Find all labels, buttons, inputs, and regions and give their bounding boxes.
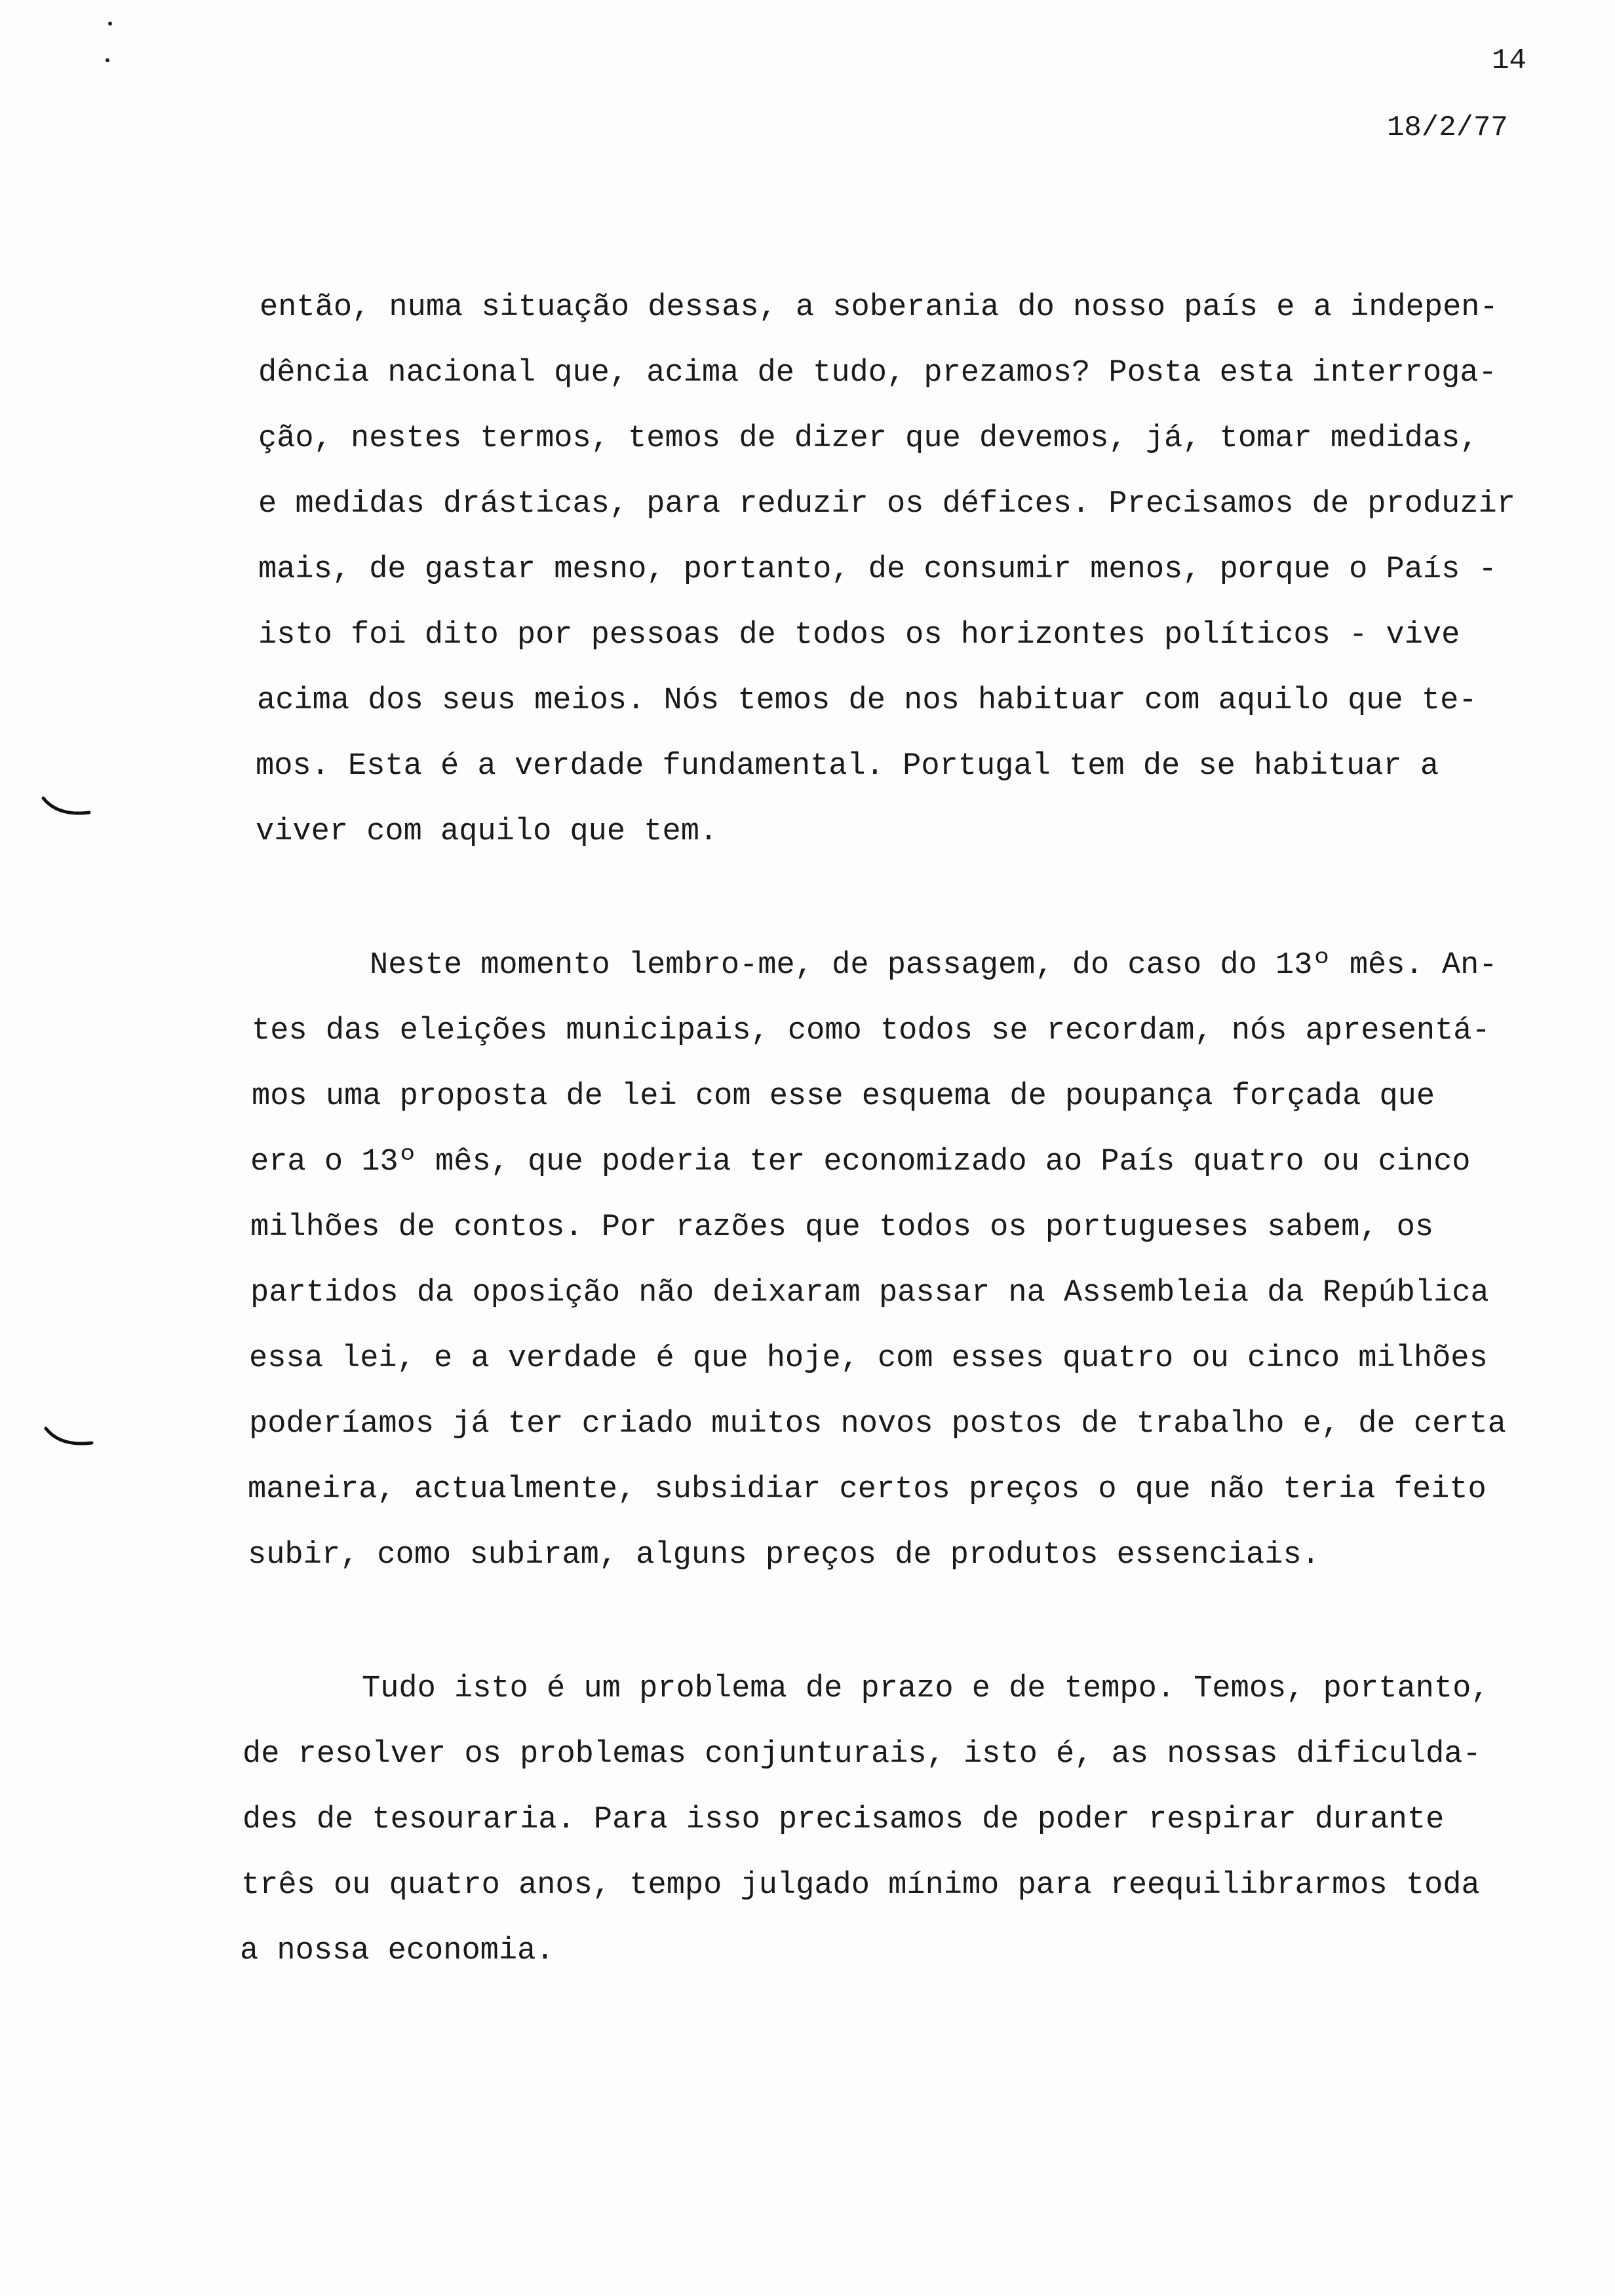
text-line: subir, como subiram, alguns preços de produtos essenciais. [248, 1538, 1320, 1573]
text-line: viver com aquilo que tem. [256, 814, 718, 849]
text-line: acima dos seus meios. Nós temos de nos habituar com aquilo que te- [257, 683, 1477, 718]
text-line: tes das eleições municipais, como todos se recordam, nós apresentá- [252, 1014, 1490, 1048]
text-line: isto foi dito por pessoas de todos os horizontes políticos - vive [258, 618, 1460, 653]
text-line: dência nacional que, acima de tudo, prezamos? Posta esta interroga- [258, 356, 1497, 391]
margin-bracket-mark-2 [41, 1423, 100, 1463]
text-line: mos uma proposta de lei com esse esquema de poupança forçada que [252, 1079, 1435, 1114]
text-line: poderíamos já ter criado muitos novos postos de trabalho e, de certa [249, 1407, 1506, 1442]
text-line: Neste momento lembro-me, de passagem, do caso do 13º mês. An- [370, 948, 1498, 983]
text-line: então, numa situação dessas, a soberania do nosso país e a indepen- [260, 290, 1498, 325]
text-line: de resolver os problemas conjunturais, isto é, as nossas dificulda- [243, 1737, 1481, 1772]
page-date: 18/2/77 [1387, 111, 1508, 144]
text-line: três ou quatro anos, tempo julgado mínimo para reequilibrarmos toda [241, 1868, 1480, 1903]
page-number: 14 [1492, 45, 1527, 77]
text-line: maneira, actualmente, subsidiar certos preços o que não teria feito [248, 1472, 1487, 1507]
margin-bracket-mark-1 [38, 793, 97, 832]
text-line: milhões de contos. Por razões que todos os portugueses sabem, os [250, 1210, 1434, 1245]
text-line: partidos da oposição não deixaram passar na Assembleia da República [250, 1276, 1489, 1311]
text-line: mos. Esta é a verdade fundamental. Portugal tem de se habituar a [256, 749, 1439, 784]
scan-speck-mark [105, 16, 118, 68]
text-line: mais, de gastar mesno, portanto, de consumir menos, porque o País - [258, 552, 1497, 587]
text-line: des de tesouraria. Para isso precisamos de poder respirar durante [243, 1803, 1445, 1837]
text-line: essa lei, e a verdade é que hoje, com esses quatro ou cinco milhões [249, 1341, 1488, 1376]
text-line: era o 13º mês, que poderia ter economizado ao País quatro ou cinco [250, 1145, 1471, 1179]
text-line: a nossa economia. [240, 1934, 555, 1968]
text-line: e medidas drásticas, para reduzir os défices. Precisamos de produzir [258, 487, 1515, 522]
text-line: Tudo isto é um problema de prazo e de tempo. Temos, portanto, [362, 1672, 1490, 1706]
text-line: ção, nestes termos, temos de dizer que devemos, já, tomar medidas, [258, 421, 1479, 456]
